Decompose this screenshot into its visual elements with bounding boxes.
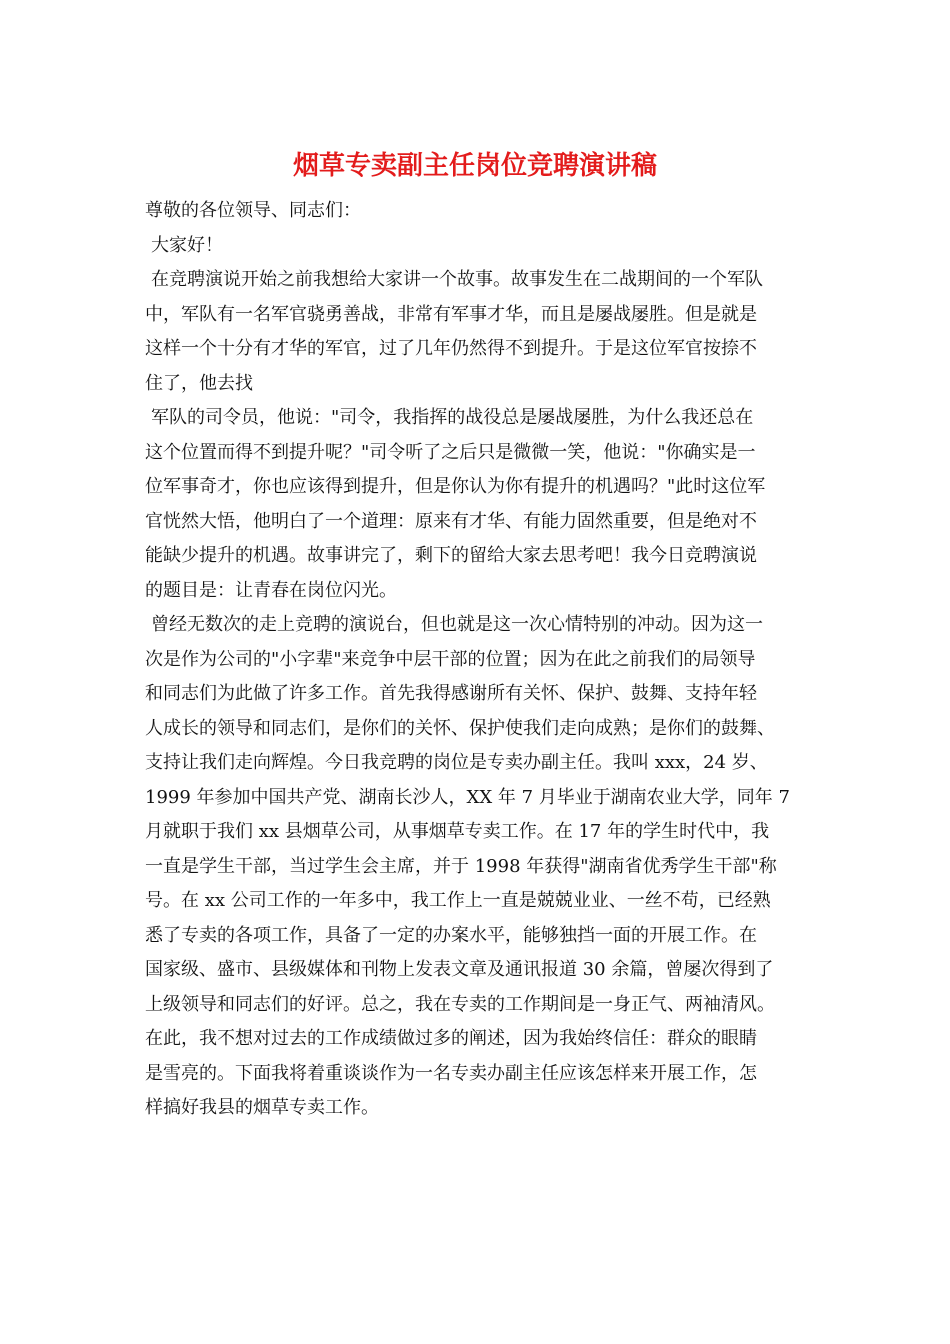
body-line: 国家级、盛市、县级媒体和刊物上发表文章及通讯报道 30 余篇，曾屡次得到了 <box>145 959 774 980</box>
body-line: 尊敬的各位领导、同志们： <box>145 200 361 221</box>
body-line: 在竞聘演说开始之前我想给大家讲一个故事。故事发生在二战期间的一个军队 <box>151 269 763 290</box>
body-line: 军队的司令员，他说："司令，我指挥的战役总是屡战屡胜，为什么我还总在 <box>151 407 754 428</box>
body-line: 在此，我不想对过去的工作成绩做过多的阐述，因为我始终信任：群众的眼睛 <box>145 1028 757 1049</box>
body-line: 能缺少提升的机遇。故事讲完了，剩下的留给大家去思考吧！我今日竞聘演说 <box>145 545 757 566</box>
body-line: 这个位置而得不到提升呢？"司令听了之后只是微微一笑，他说："你确实是一 <box>145 441 756 463</box>
body-line: 曾经无数次的走上竞聘的演说台，但也就是这一次心情特别的冲动。因为这一 <box>151 614 763 635</box>
body-line: 位军事奇才，你也应该得到提升，但是你认为你有提升的机遇吗？"此时这位军 <box>145 476 766 497</box>
body-line: 悉了专卖的各项工作，具备了一定的办案水平，能够独挡一面的开展工作。在 <box>145 924 757 946</box>
body-line: 1999 年参加中国共产党、湖南长沙人，XX 年 7 月毕业于湖南农业大学，同年 7 <box>145 786 790 808</box>
body-line: 支持让我们走向辉煌。今日我竞聘的岗位是专卖办副主任。我叫 xxx，24 岁、 <box>145 752 768 773</box>
body-line: 上级领导和同志们的好评。总之，我在专卖的工作期间是一身正气、两袖清风。 <box>145 993 775 1015</box>
body-line: 月就职于我们 xx 县烟草公司，从事烟草专卖工作。在 17 年的学生时代中，我 <box>145 821 770 842</box>
body-line: 官恍然大悟，他明白了一个道理：原来有才华、有能力固然重要，但是绝对不 <box>145 510 757 532</box>
body-line: 这样一个十分有才华的军官，过了几年仍然得不到提升。于是这位军官按捺不 <box>145 338 757 359</box>
body-line: 一直是学生干部，当过学生会主席，并于 1998 年获得"湖南省优秀学生干部"称 <box>145 855 777 877</box>
body-line: 中，军队有一名军官骁勇善战，非常有军事才华，而且是屡战屡胜。但是就是 <box>145 303 757 325</box>
document-title: 烟草专卖副主任岗位竞聘演讲稿 <box>292 151 657 181</box>
body-line: 的题目是：让青春在岗位闪光。 <box>145 579 397 601</box>
body-line: 号。在 xx 公司工作的一年多中，我工作上一直是兢兢业业、一丝不苟，已经熟 <box>145 890 771 911</box>
body-line: 是雪亮的。下面我将着重谈谈作为一名专卖办副主任应该怎样来开展工作，怎 <box>145 1062 757 1084</box>
document-body <box>145 194 813 1126</box>
body-line: 样搞好我县的烟草专卖工作。 <box>145 1097 379 1118</box>
body-line: 次是作为公司的"小字辈"来竞争中层干部的位置；因为在此之前我们的局领导 <box>145 648 756 670</box>
body-line: 人成长的领导和同志们，是你们的关怀、保护使我们走向成熟；是你们的鼓舞、 <box>145 717 775 739</box>
body-line: 和同志们为此做了许多工作。首先我得感谢所有关怀、保护、鼓舞、支持年轻 <box>145 683 757 704</box>
body-line: 大家好！ <box>151 234 223 256</box>
body-line: 住了，他去找 <box>145 372 253 394</box>
